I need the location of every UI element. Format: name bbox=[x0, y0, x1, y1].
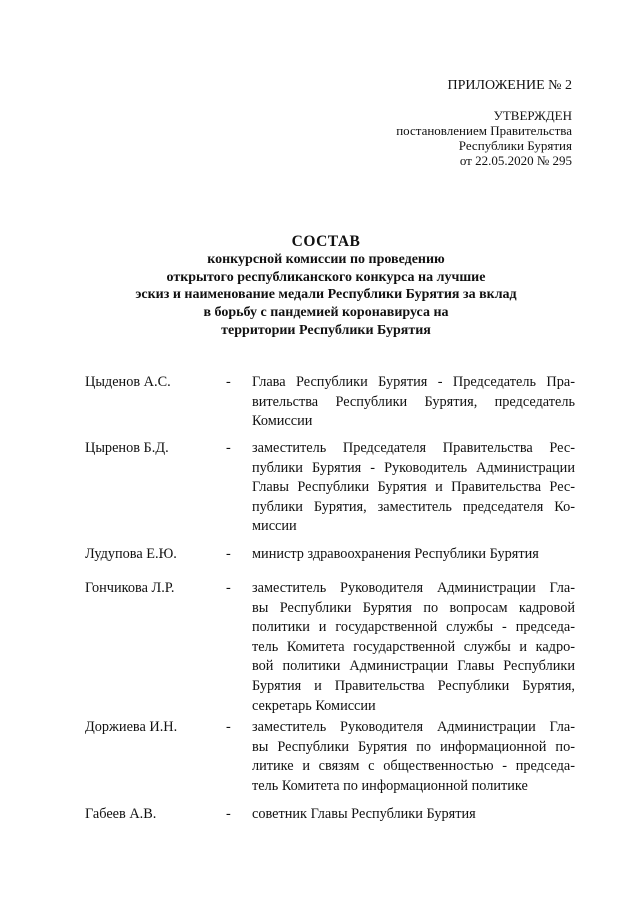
member-role-line: министр здравоохранения Республики Бурятия bbox=[252, 546, 539, 562]
member-role-line: Глава Республики Бурятия - Председатель Пра- bbox=[252, 374, 575, 390]
title-line-4: в борьбу с пандемией коронавируса на bbox=[203, 305, 449, 321]
member-role-line: секретарь Комиссии bbox=[252, 697, 376, 714]
member-name: Габеев А.В. bbox=[85, 806, 157, 822]
title-line-2: открытого республиканского конкурса на лучшие bbox=[166, 269, 486, 285]
member-name: Цыденов А.С. bbox=[85, 374, 171, 390]
member-role-line: политики и государственной службы - председа- bbox=[252, 619, 575, 636]
member-role bbox=[252, 373, 575, 432]
member-role-line: вы Республики Бурятия по информационной по- bbox=[252, 738, 575, 755]
member-role-line: публики Бурятия, заместитель председателя Ко- bbox=[252, 498, 575, 515]
member-role-line: заместитель Руководителя Администрации Гла- bbox=[252, 580, 575, 596]
member-dash: - bbox=[226, 440, 231, 456]
member-name: Лудупова Е.Ю. bbox=[85, 546, 177, 562]
member-dash: - bbox=[226, 806, 231, 822]
member-role-line: вой политики Администрации Главы Республики bbox=[252, 658, 575, 675]
member-role bbox=[252, 579, 575, 716]
title-line-3: эскиз и наименование медали Республики Бурятия за вклад bbox=[135, 287, 517, 303]
member-role-line: заместитель Руководителя Администрации Гла- bbox=[252, 719, 575, 735]
member-role-line: тель Комитета государственной службы и кадро- bbox=[252, 638, 575, 655]
member-dash: - bbox=[226, 719, 231, 735]
appendix-number: ПРИЛОЖЕНИЕ № 2 bbox=[447, 78, 572, 93]
title-line-1: конкурсной комиссии по проведению bbox=[207, 252, 445, 267]
approved-by-line: постановлением Правительства bbox=[396, 123, 572, 138]
member-role bbox=[252, 439, 575, 537]
approved-date-number-line: от 22.05.2020 № 295 bbox=[459, 153, 572, 168]
member-role-line: советник Главы Республики Бурятия bbox=[252, 806, 476, 822]
document-title: СОСТАВ bbox=[291, 233, 361, 250]
member-dash: - bbox=[226, 374, 231, 390]
member-role-line: тель Комитета по информационной политике bbox=[252, 777, 528, 794]
member-name: Гончикова Л.Р. bbox=[85, 580, 175, 596]
member-role bbox=[252, 545, 575, 565]
member-role-line: заместитель Председателя Правительства Рес- bbox=[252, 440, 575, 456]
member-role-line: вы Республики Бурятия по вопросам кадровой bbox=[252, 599, 575, 616]
member-role-line: миссии bbox=[252, 518, 297, 535]
member-role-line: Комиссии bbox=[252, 413, 313, 430]
approved-heading: УТВЕРЖДЕН bbox=[493, 108, 572, 123]
member-role bbox=[252, 805, 575, 825]
member-role-line: литике и связям с общественностью - председа- bbox=[252, 758, 575, 775]
approval-stamp-block bbox=[396, 108, 572, 168]
member-dash: - bbox=[226, 580, 231, 596]
member-name: Доржиева И.Н. bbox=[85, 719, 178, 735]
member-role-line: Главы Республики Бурятия и Правительства Рес- bbox=[252, 479, 575, 496]
member-role-line: вительства Республики Бурятия, председатель bbox=[252, 393, 575, 410]
approved-republic-line: Республики Бурятия bbox=[458, 138, 572, 153]
document-title-block bbox=[60, 233, 592, 340]
member-dash: - bbox=[226, 546, 231, 562]
member-role bbox=[252, 718, 575, 796]
member-name: Цыренов Б.Д. bbox=[85, 440, 169, 456]
member-role-line: Бурятия и Правительства Республики Бурятия, bbox=[252, 677, 575, 694]
member-role-line: публики Бурятия - Руководитель Администрации bbox=[252, 459, 575, 476]
title-line-5: территории Республики Бурятия bbox=[221, 322, 431, 338]
